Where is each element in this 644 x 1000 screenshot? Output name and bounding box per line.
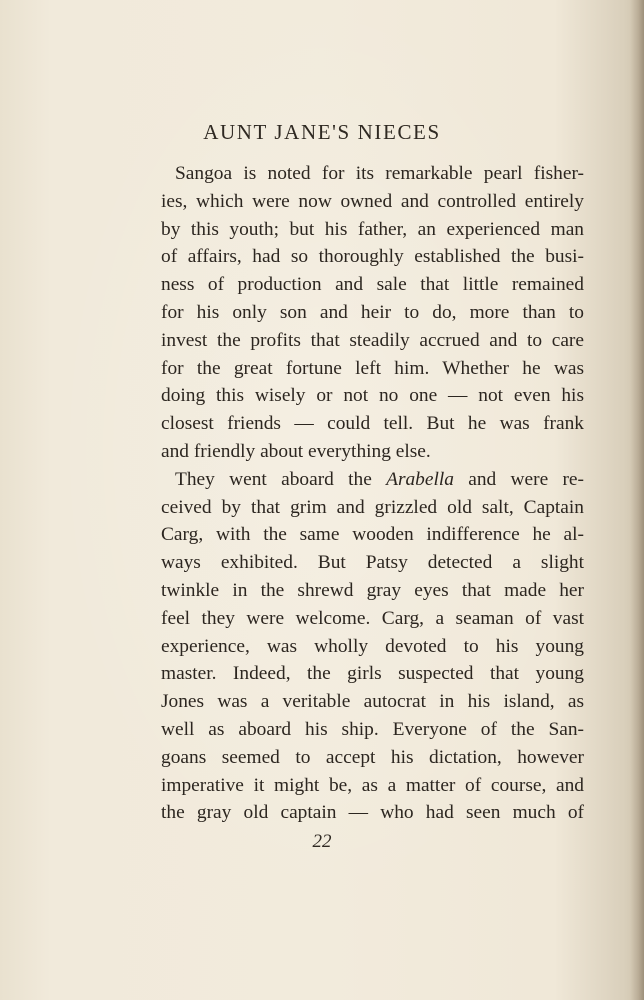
text-line: goans seemed to accept his dictation, however (161, 746, 584, 768)
text-line: feel they were welcome. Carg, a seaman of vast (161, 607, 584, 629)
text-line: ways exhibited. But Patsy detected a slight (161, 552, 584, 574)
paragraph-2 (161, 466, 584, 827)
text-line: doing this wisely or not no one — not even his (161, 385, 584, 407)
text-line: twinkle in the shrewd gray eyes that made her (161, 579, 584, 601)
text-line: ness of production and sale that little remained (161, 274, 584, 296)
text-line: master. Indeed, the girls suspected that young (161, 663, 584, 685)
text-line (161, 466, 584, 494)
text-line: Carg, with the same wooden indifference he al- (161, 524, 584, 546)
text-line: well as aboard his ship. Everyone of the San- (161, 718, 584, 740)
text-line: invest the profits that steadily accrued and to care (161, 329, 584, 351)
page-number: 22 (312, 831, 332, 852)
text-run: and were re- (453, 468, 584, 490)
text-line: imperative it might be, as a matter of course, and (161, 774, 584, 796)
text-line: of affairs, had so thoroughly established the busi- (161, 246, 584, 268)
text-line: by this youth; but his father, an experienced man (161, 218, 584, 240)
text-line: for his only son and heir to do, more than to (161, 301, 584, 323)
text-line: for the great fortune left him. Whether he was (161, 357, 584, 379)
paragraph-1 (161, 160, 584, 466)
text-line: ies, which were now owned and controlled entirely (161, 190, 584, 212)
ship-name: Arabella (386, 468, 454, 490)
text-line: and friendly about everything else. (161, 440, 431, 462)
text-line: ceived by that grim and grizzled old salt, Captain (161, 496, 584, 518)
text-line: experience, was wholly devoted to his young (161, 635, 584, 657)
text-line: Sangoa is noted for its remarkable pearl fisher- (175, 163, 584, 184)
text-line: closest friends — could tell. But he was frank (161, 413, 584, 435)
text-line: the gray old captain — who had seen much of (161, 802, 584, 824)
running-head: AUNT JANE'S NIECES (203, 120, 441, 144)
text-line: Jones was a veritable autocrat in his island, as (161, 691, 584, 713)
text-run: They went aboard the (175, 468, 387, 490)
body-text (161, 160, 584, 827)
